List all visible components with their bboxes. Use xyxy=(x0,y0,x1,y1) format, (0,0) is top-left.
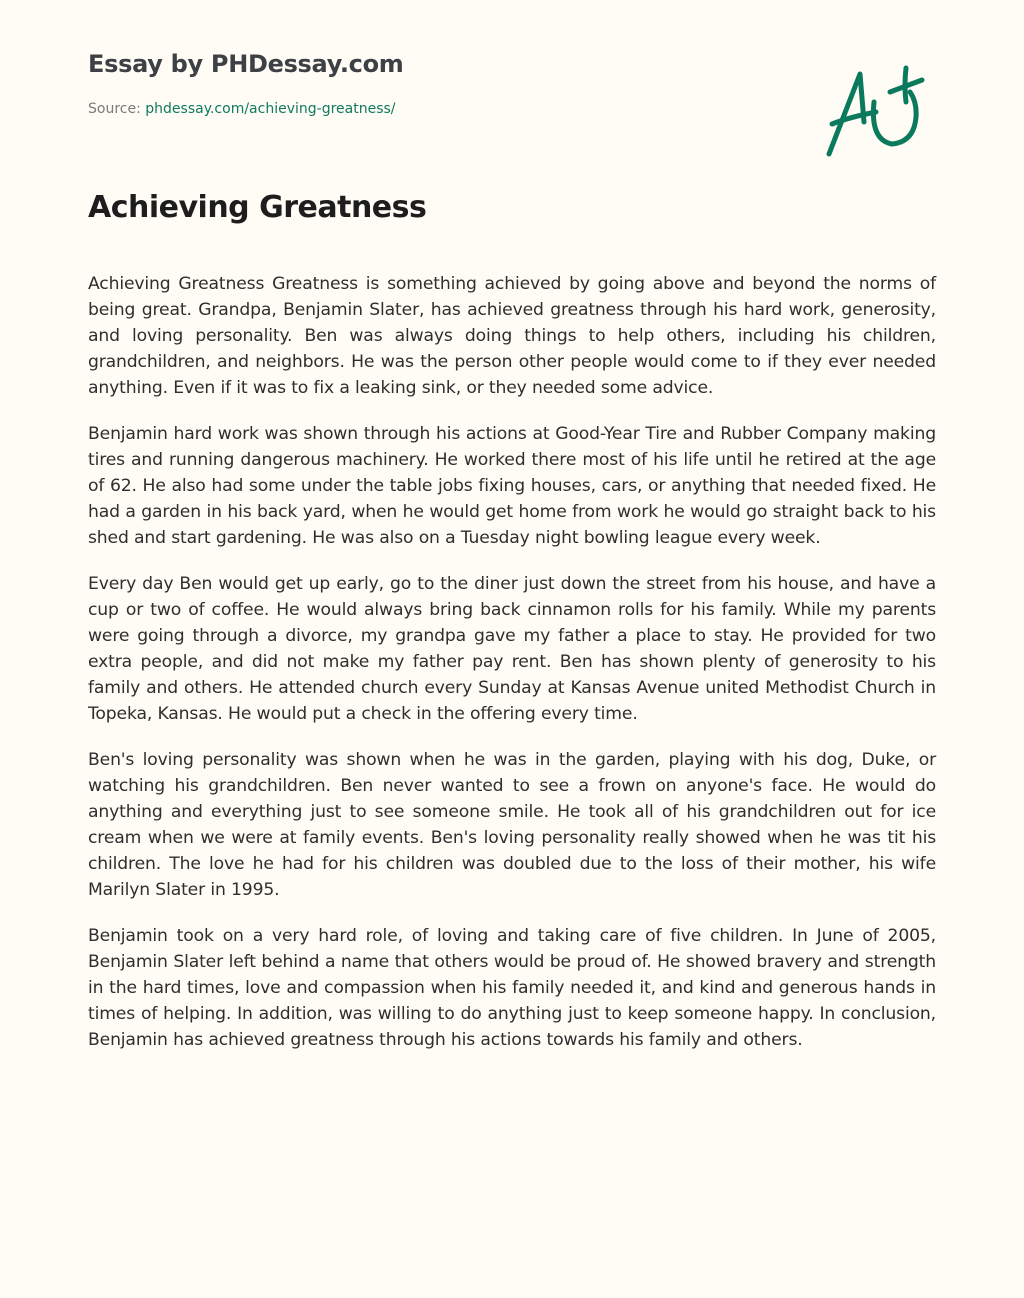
source-line xyxy=(88,101,396,117)
essay-body xyxy=(88,271,936,1073)
essay-title: Achieving Greatness xyxy=(88,190,427,225)
paragraph: Benjamin hard work was shown through his actions at Good-Year Tire and Rubber Company making tires and running dangerous machinery. He worked there most of his life until he retired at the age of 62. He also had some under the table jobs fixing houses, cars, or anything that needed fixed. He had a garden in his back yard, when he would get home from work he would go straight back to his shed and start gardening. He was also on a Tuesday night bowling league every week. xyxy=(88,424,936,548)
paragraph: Achieving Greatness Greatness is something achieved by going above and beyond the norms of being great. Grandpa, Benjamin Slater, has achieved greatness through his hard work, generosity, and loving personality. Ben was always doing things to help others, including his children, grandchildren, and neighbors. He was the person other people would come to if they ever needed anything. Even if it was to fix a leaking sink, or they needed some advice. xyxy=(88,274,936,398)
paragraph: Ben's loving personality was shown when he was in the garden, playing with his dog, Duke, or watching his grandchildren. Ben never wanted to see a frown on anyone's face. He would do anything and everything just to see someone smile. He took all of his grandchildren out for ice cream when we were at family events. Ben's loving personality really showed when he was tit his children. The love he had for his children was doubled due to the loss of their mother, his wife Marilyn Slater in 1995. xyxy=(88,750,936,900)
site-brand: Essay by PHDessay.com xyxy=(88,50,404,78)
a-plus-logo-icon xyxy=(820,62,930,162)
paragraph: Benjamin took on a very hard role, of loving and taking care of five children. In June of 2005, Benjamin Slater left behind a name that others would be proud of. He showed bravery and strength in the hard times, love and compassion when his family needed it, and kind and generous hands in times of helping. In addition, was willing to do anything just to keep someone happy. In conclusion, Benjamin has achieved greatness through his actions towards his family and others. xyxy=(88,926,936,1050)
source-label: Source: xyxy=(88,101,146,117)
source-link[interactable]: phdessay.com/achieving-greatness/ xyxy=(145,101,396,117)
paragraph: Every day Ben would get up early, go to the diner just down the street from his house, and have a cup or two of coffee. He would always bring back cinnamon rolls for his family. While my parents were going through a divorce, my grandpa gave my father a place to stay. He provided for two extra people, and did not make my father pay rent. Ben has shown plenty of generosity to his family and others. He attended church every Sunday at Kansas Avenue united Methodist Church in Topeka, Kansas. He would put a check in the offering every time. xyxy=(88,574,936,724)
